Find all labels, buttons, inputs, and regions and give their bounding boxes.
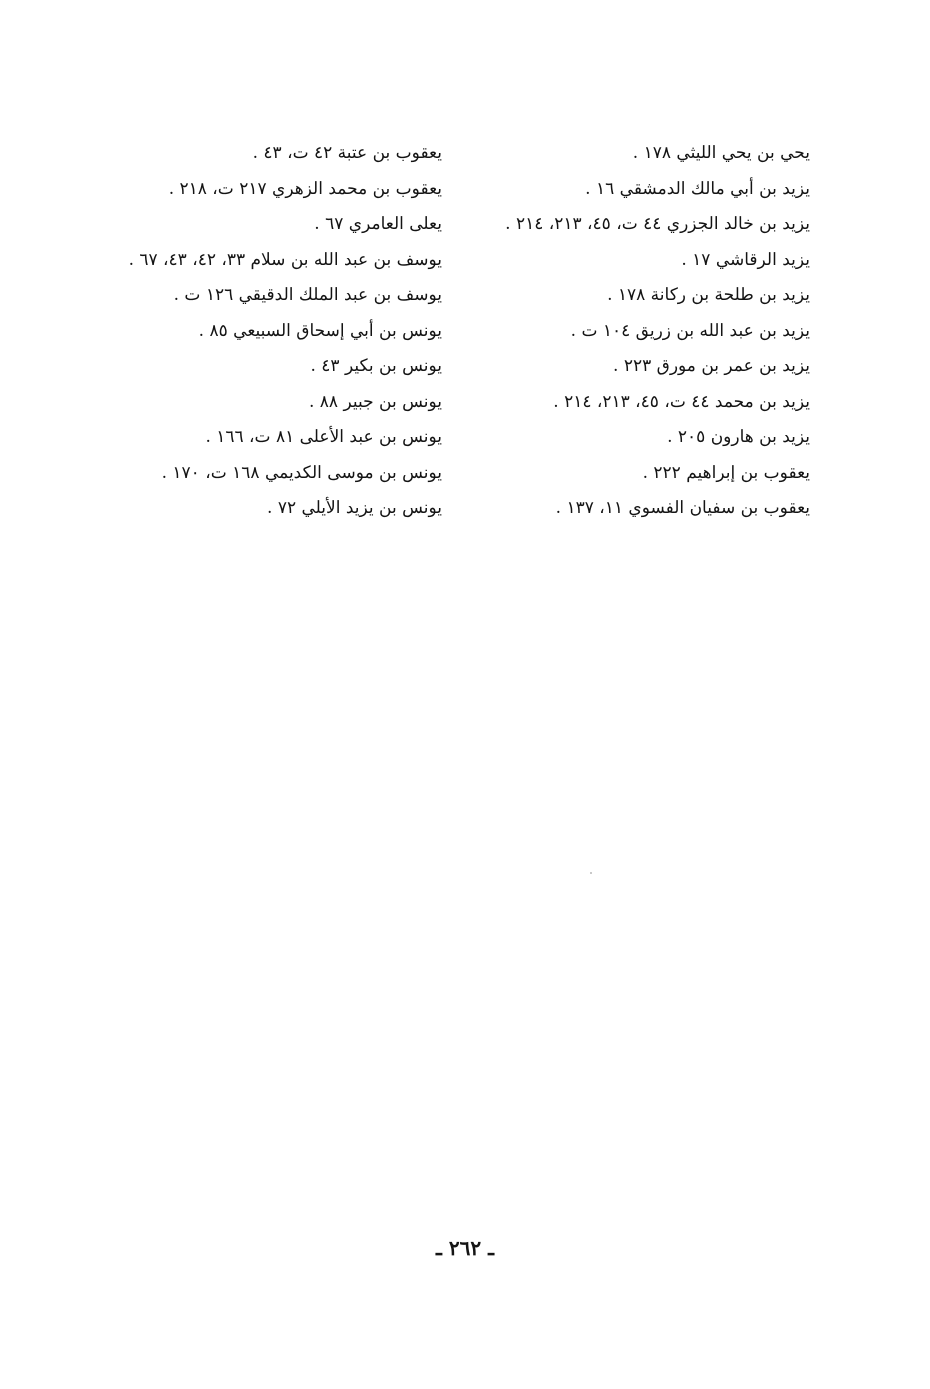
index-entry: يعقوب بن إبراهيم ٢٢٢ . bbox=[642, 462, 810, 483]
index-entry: يونس بن أبي إسحاق السبيعي ٨٥ . bbox=[198, 320, 442, 341]
scan-speck bbox=[590, 872, 592, 874]
index-entry: يوسف بن عبد الله بن سلام ٣٣، ٤٢، ٤٣، ٦٧ . bbox=[128, 249, 442, 270]
index-entry: يعقوب بن محمد الزهري ٢١٧ ت، ٢١٨ . bbox=[168, 178, 442, 199]
index-column-left bbox=[122, 136, 442, 527]
index-entry: يعلى العامري ٦٧ . bbox=[314, 214, 442, 234]
index-entry: يعقوب بن سفيان الفسوي ١١، ١٣٧ . bbox=[555, 498, 810, 518]
index-entry: يحي بن يحي الليثي ١٧٨ . bbox=[632, 143, 810, 163]
index-entry: يزيد الرقاشي ١٧ . bbox=[681, 249, 810, 270]
index-entry: يونس بن بكير ٤٣ . bbox=[310, 356, 442, 376]
page-number: ـ ٢٦٢ ـ bbox=[436, 1236, 494, 1260]
index-entry: يزيد بن محمد ٤٤ ت، ٤٥، ٢١٣، ٢١٤ . bbox=[553, 391, 810, 412]
index-entry: يونس بن جبير ٨٨ . bbox=[308, 391, 442, 412]
index-column-right bbox=[480, 136, 810, 527]
index-entry: يزيد بن هارون ٢٠٥ . bbox=[667, 427, 810, 447]
index-entry: يزيد بن عمر بن مورق ٢٢٣ . bbox=[613, 356, 810, 376]
index-entry: يعقوب بن عتبة ٤٢ ت، ٤٣ . bbox=[252, 143, 442, 163]
index-entry: يزيد بن عبد الله بن زريق ١٠٤ ت . bbox=[570, 320, 810, 341]
index-entry: يونس بن موسى الكديمي ١٦٨ ت، ١٧٠ . bbox=[161, 462, 442, 483]
index-entry: يوسف بن عبد الملك الدقيقي ١٢٦ ت . bbox=[173, 285, 442, 305]
index-entry: يونس بن عبد الأعلى ٨١ ت، ١٦٦ . bbox=[205, 427, 442, 447]
index-entry: يزيد بن أبي مالك الدمشقي ١٦ . bbox=[585, 178, 810, 199]
index-entry: يزيد بن خالد الجزري ٤٤ ت، ٤٥، ٢١٣، ٢١٤ . bbox=[505, 214, 810, 234]
index-entry: يزيد بن طلحة بن ركانة ١٧٨ . bbox=[607, 285, 810, 305]
index-entry: يونس بن يزيد الأيلي ٧٢ . bbox=[267, 498, 442, 518]
